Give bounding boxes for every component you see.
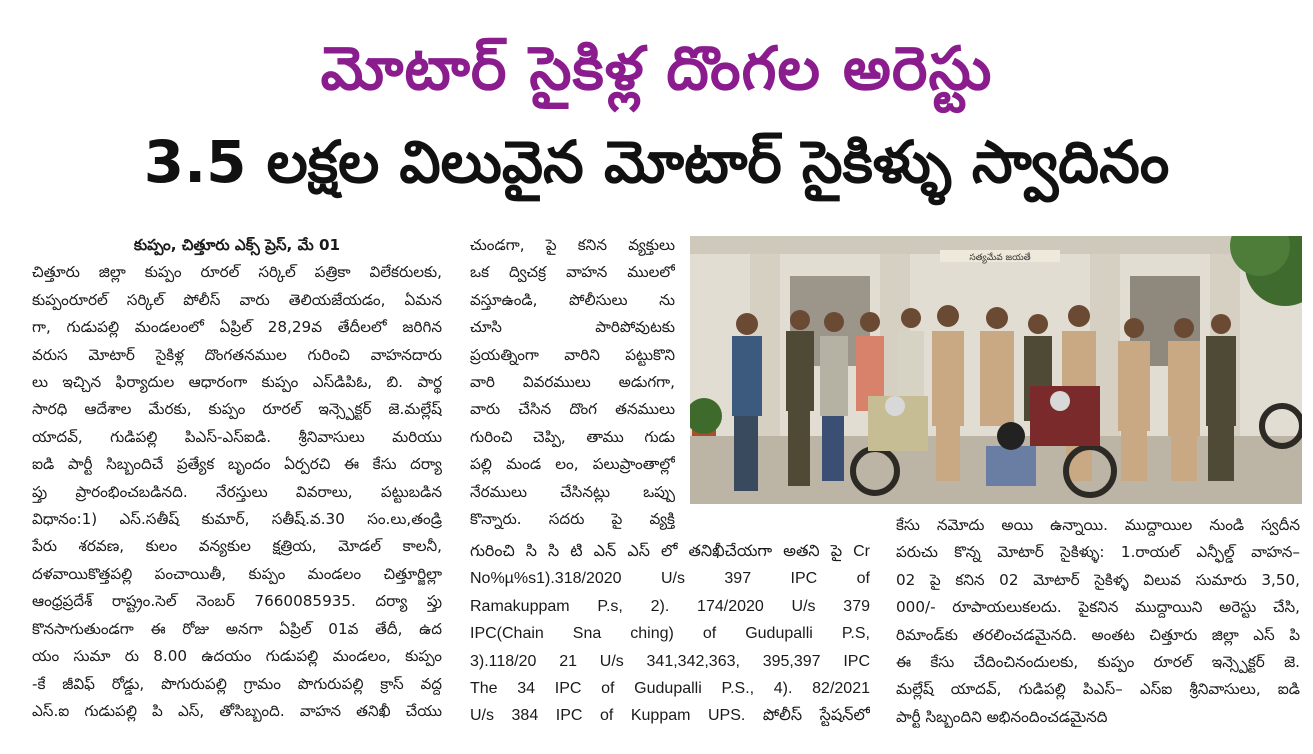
- article-line: పేరు శరవణ, కులం వన్యకుల క్షత్రియ, మోడల్ కాలనీ,: [32, 537, 442, 556]
- article-line: -కే జీవిఫ్ రోడ్డు, పొగురుపల్లి గ్రామం పొగురుపల్లి క్రాస్ వద్ద: [32, 674, 442, 693]
- article-line: పరుచు కొన్న మోటార్ సైకిళ్ళు: 1.రాయల్ ఎన్ఫీల్డ్ వాహన–: [896, 543, 1300, 562]
- article-line: వరుస మోటార్ సైకిళ్ల దొంగతనముల గురించి వాహనదారు: [32, 345, 442, 364]
- article-line: పార్టీ సిబ్బందిని అభినందించడమైనది: [896, 707, 1108, 726]
- article-line: సారధి ఆదేశాల మేరకు, కుప్పం రూరల్ ఇన్స్పెక్టర్ జె.మల్లేష్: [32, 400, 442, 419]
- article-line: ప్రయత్నింగా వారిని పట్టుకొని: [470, 345, 675, 364]
- article-line: 3).118/20 21 U/s 341,342,363, 395,397 IPC: [470, 652, 870, 670]
- article-line: ఆంధ్రప్రదేశ్ రాష్ట్రం.సెల్ నెంబర్ 7660085935. దర్యా ప్తు: [32, 592, 442, 611]
- article-line: వారు చేసిన దొంగ తనములు: [470, 400, 675, 419]
- police-group-photo: [690, 236, 1302, 504]
- article-column-2-wide: [470, 538, 870, 730]
- article-line: ఒక ద్విచక్ర వాహన ములలో: [470, 263, 675, 282]
- article-line: చూసి పారిపోవుటకు: [470, 318, 675, 337]
- article-line: గా, గుడుపల్లి మండలంలో ఏప్రిల్ 28,29వ తేదీలలో జరిగిన: [32, 318, 442, 337]
- article-column-1: [32, 232, 442, 725]
- article-line: చుండగా, పై కనిన వ్యక్తులు: [470, 236, 675, 254]
- article-line: 02 పై కనిన 02 మోటార్ సైకిళ్ళ విలువ సుమారు 3,50,: [896, 570, 1300, 589]
- article-line: రిమాండ్‌కు తరలించడమైనది. అంతట చిత్తూరు జిల్లా ఎస్ పి: [896, 625, 1300, 644]
- article-line: Ramakuppam P.s, 2). 174/2020 U/s 379: [470, 597, 870, 615]
- article-line: మల్లేష్ యాదవ్, గుడిపల్లి పిఎస్– ఎస్ఐ శ్రీనివాసులు, ఐడి: [896, 680, 1300, 699]
- article-line: 000/- రూపాయలుకలదు. పైకనిన ముద్దాయిని అరెస్టు చేసి,: [896, 598, 1300, 617]
- article-line: ప్తు ప్రారంభించబడినది. నేరస్తులు వివరాలు, పట్టుబడిన: [32, 482, 442, 501]
- article-line: ఈ కేసు చేదించినందులకు, కుప్పం రూరల్ ఇన్స్పెక్టర్ జె.: [896, 653, 1300, 672]
- article-line: యం సుమా రు 8.00 ఉదయం గుడుపల్లి మండలం, కుప్పం: [32, 647, 442, 666]
- article-line: No%µ%s1).318/2020 U/s 397 IPC of: [470, 570, 870, 588]
- article-column-3: [896, 512, 1300, 731]
- article-line: ఐడి పార్టీ సిబ్బందిచే ప్రత్యేక బృందం ఏర్పరచి ఈ కేసు దర్యా: [32, 455, 442, 474]
- article-line: గురించి సి సి టి ఎన్ ఎస్ లో తనిఖీచేయగా అతని పై Cr: [470, 543, 870, 560]
- article-column-2: [470, 232, 675, 533]
- article-line: గురించి చెప్పి, తాము గుడు: [470, 427, 675, 446]
- article-line: యాదవ్, గుడిపల్లి పిఎస్-ఎస్ఐడి. శ్రీనివాసులు మరియు: [32, 427, 442, 446]
- article-line: పల్లి మండ లం, పలుప్రాంతాల్లో: [470, 455, 675, 474]
- article-line: కొన్నారు. సదరు పై వ్యక్తి: [470, 510, 675, 529]
- article-line: విధానం:1) ఎస్.సతీష్ కుమార్, సతీష్.వ.30 సం.లు,తండ్రి: [32, 510, 442, 529]
- article-line: ఎస్.ఐ గుడుపల్లి పి ఎస్, తోసిబ్బంది. వాహన తనిఖీ చేయు: [32, 701, 442, 720]
- article-line: కొనసాగుతుండగా ఈ రోజు అనగా ఏప్రిల్ 01వ తేదీ, ఉద: [32, 619, 442, 638]
- headline-main: మోటార్ సైకిళ్ల దొంగల అరెస్టు: [320, 34, 993, 104]
- article-line: చిత్తూరు జిల్లా కుప్పం రూరల్ సర్కిల్ పత్రికా విలేకరులకు,: [32, 263, 442, 282]
- news-photo: [690, 236, 1302, 504]
- article-line: U/s 384 IPC of Kuppam UPS. పోలీస్ స్టేషన్‌లో: [470, 707, 870, 725]
- article-line: లు ఇచ్చిన ఫిర్యాదుల ఆధారంగా కుప్పం ఎస్‌డిపిఓ, బి. పార్థ: [32, 373, 442, 392]
- article-line: వారి వివరములు అడుగగా,: [470, 373, 675, 392]
- article-line: కేసు నమోదు అయి ఉన్నాయి. ముద్దాయిల నుండి స్వదీన: [896, 516, 1300, 534]
- article-line: దళవాయికొత్తపల్లి పంచాయితీ, కుప్పం మండలం చిత్తూర్జిల్లా: [32, 564, 442, 583]
- article-line: IPC(Chain Sna ching) of Gudupalli P.S,: [470, 625, 870, 643]
- article-dateline: కుప్పం, చిత్తూరు ఎక్స్ ప్రెస్, మే 01: [133, 236, 341, 254]
- headline-sub: 3.5 లక్షల విలువైన మోటార్ సైకిళ్ళు స్వాదినం: [143, 128, 1170, 196]
- article-line: కుప్పంరూరల్ సర్కిల్ పోలీస్ వారు తెలియజేయడం, ఏమన: [32, 290, 442, 309]
- article-line: వస్తూఉండి, పోలీసులు ను: [470, 290, 675, 309]
- building-sign: సత్యమేవ జయతే: [969, 253, 1031, 263]
- article-line: The 34 IPC of Gudupalli P.S., 4). 82/2021: [470, 680, 870, 698]
- article-line: నేరములు చేసినట్లు ఒప్పు: [470, 482, 675, 501]
